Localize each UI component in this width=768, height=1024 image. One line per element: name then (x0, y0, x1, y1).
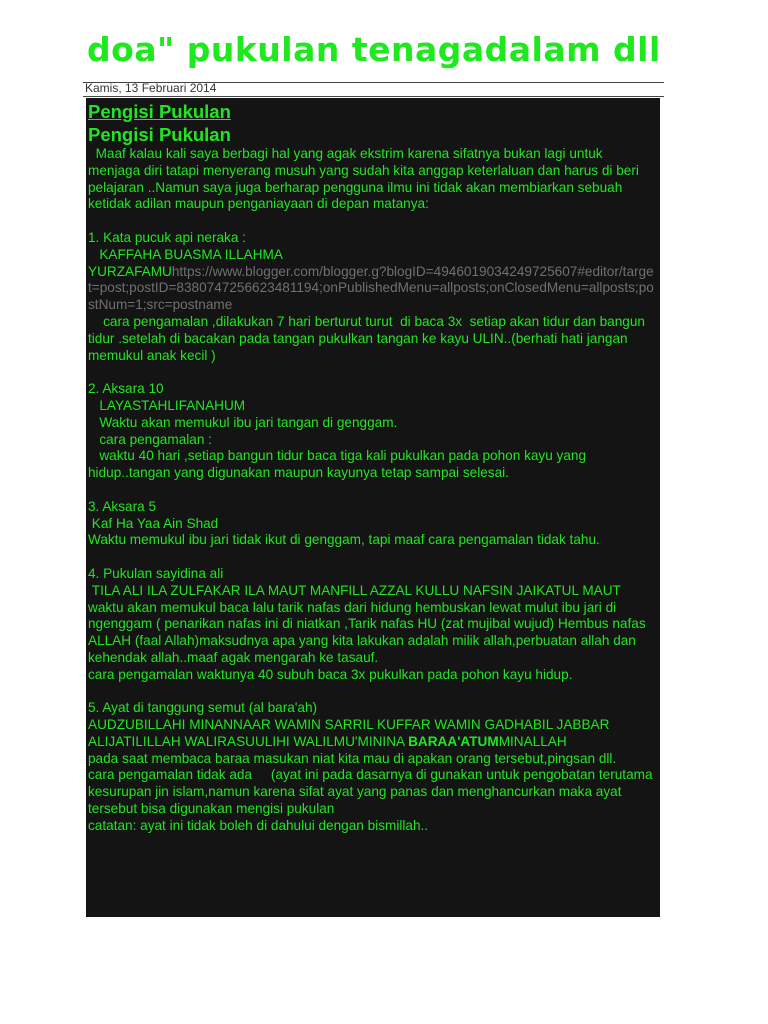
section-2-line: waktu 40 hari ,setiap bangun tidur baca tiga kali pukulkan pada pohon kayu yang hidup..tangan yang digunakan maupun kayunya tetap sampai selesai. (88, 448, 590, 481)
blogger-editor-link[interactable]: https://www.blogger.com/blogger.g?blogID=4946019034249725607#editor/target=post;postID=8380747256623481194;onPublishedMenu=allposts;onClosedMenu=allposts;postNum=1;src=postname (88, 263, 654, 313)
section-5-line: AUDZUBILLAHI MINANNAAR WAMIN SARRIL KUFFAR WAMIN GADHABIL JABBAR (88, 717, 610, 733)
section-1-title: 1. Kata pucuk api neraka : (88, 229, 246, 245)
section-2-title: 2. Aksara 10 (88, 381, 164, 397)
section-1-mantra: KAFFAHA BUASMA ILLAHMA (88, 246, 283, 262)
section-3-mantra: Kaf Ha Yaa Ain Shad (88, 515, 219, 531)
post-body (86, 98, 660, 917)
section-5-line: cara pengamalan tidak ada (ayat ini pada dasarnya di gunakan untuk pengobatan terutama kesurupan jin islam,namun karena sifat ayat yang panas dan menghancurkan maka ayat tersebut bisa digunakan mengisi pukulan (88, 767, 657, 817)
section-5-verse-bold: BARAA'ATUM (408, 733, 499, 749)
section-1-mantra-word: YURZAFAMU (88, 263, 172, 279)
spacer (88, 549, 657, 566)
section-5-title: 5. Ayat di tanggung semut (al bara'ah) (88, 700, 318, 716)
spacer (88, 482, 657, 499)
spacer (88, 684, 657, 701)
section-5-line: pada saat membaca baraa masukan niat kita mau di apakan orang tersebut,pingsan dll. (88, 750, 617, 766)
divider-bottom (83, 96, 664, 97)
post-content (86, 98, 660, 835)
section-5-verse-start: ALIJATILILLAH WALIRASUULIHI WALILMU'MININA (88, 733, 409, 749)
section-2-mantra: LAYASTAHLIFANAHUM (88, 397, 246, 413)
post-date: Kamis, 13 Februari 2014 (85, 81, 217, 95)
section-4-line: cara pengamalan waktunya 40 subuh baca 3x pukulkan pada pohon kayu hidup. (88, 666, 573, 682)
section-5-note: catatan: ayat ini tidak boleh di dahului dengan bismillah.. (88, 817, 429, 833)
intro-paragraph: Maaf kalau kali saya berbagi hal yang agak ekstrim karena sifatnya bukan lagi untuk menjaga diri tatapi menyerang musuh yang sudah kita anggap keterlaluan dan harus di beri pelajaran ..Namun saya juga berharap pengguna ilmu ini tidak akan membiarkan sebuah ketidak adilan maupun penganiayaan di depan matanya: (88, 146, 643, 212)
section-3-title: 3. Aksara 5 (88, 498, 157, 514)
section-5-verse (88, 734, 657, 751)
section-4-title: 4. Pukulan sayidina ali (88, 565, 224, 581)
section-3-line: Waktu memukul ibu jari tidak ikut di genggam, tapi maaf cara pengamalan tidak tahu. (88, 532, 600, 548)
blog-title[interactable]: doa" pukulan tenagadalam dll (87, 30, 661, 69)
post-subheading: Pengisi Pukulan (88, 124, 231, 145)
section-1-mantra-continued (88, 264, 657, 314)
spacer (88, 213, 657, 230)
section-2-line: cara pengamalan : (88, 431, 212, 447)
section-2-line: Waktu akan memukul ibu jari tangan di genggam. (88, 414, 398, 430)
section-4-mantra: TILA ALI ILA ZULFAKAR ILA MAUT MANFILL AZZAL KULLU NAFSIN JAIKATUL MAUT (88, 582, 621, 598)
section-5-verse-end: MINALLAH (498, 733, 567, 749)
post-heading[interactable]: Pengisi Pukulan (88, 101, 231, 122)
spacer (88, 364, 657, 381)
section-4-line: waktu akan memukul baca lalu tarik nafas dari hidung hembuskan lewat mulut ibu jari di ngenggam ( penarikan nafas ini di niatkan ,Tarik nafas HU (zat mujibal wujud) Hembus nafas ALLAH (faal Allah)maksudnya apa yang kita lakukan adalah milik allah,perbuatan allah dan kehendak allah..maaf agak mengarah ke tasauf. (88, 599, 649, 665)
section-1-usage: cara pengamalan ,dilakukan 7 hari berturut turut di baca 3x setiap akan tidur dan bangun tidur .setelah di bacakan pada tangan pukulkan tangan ke kayu ULIN..(berhati hati jangan memukul anak kecil ) (88, 313, 649, 363)
